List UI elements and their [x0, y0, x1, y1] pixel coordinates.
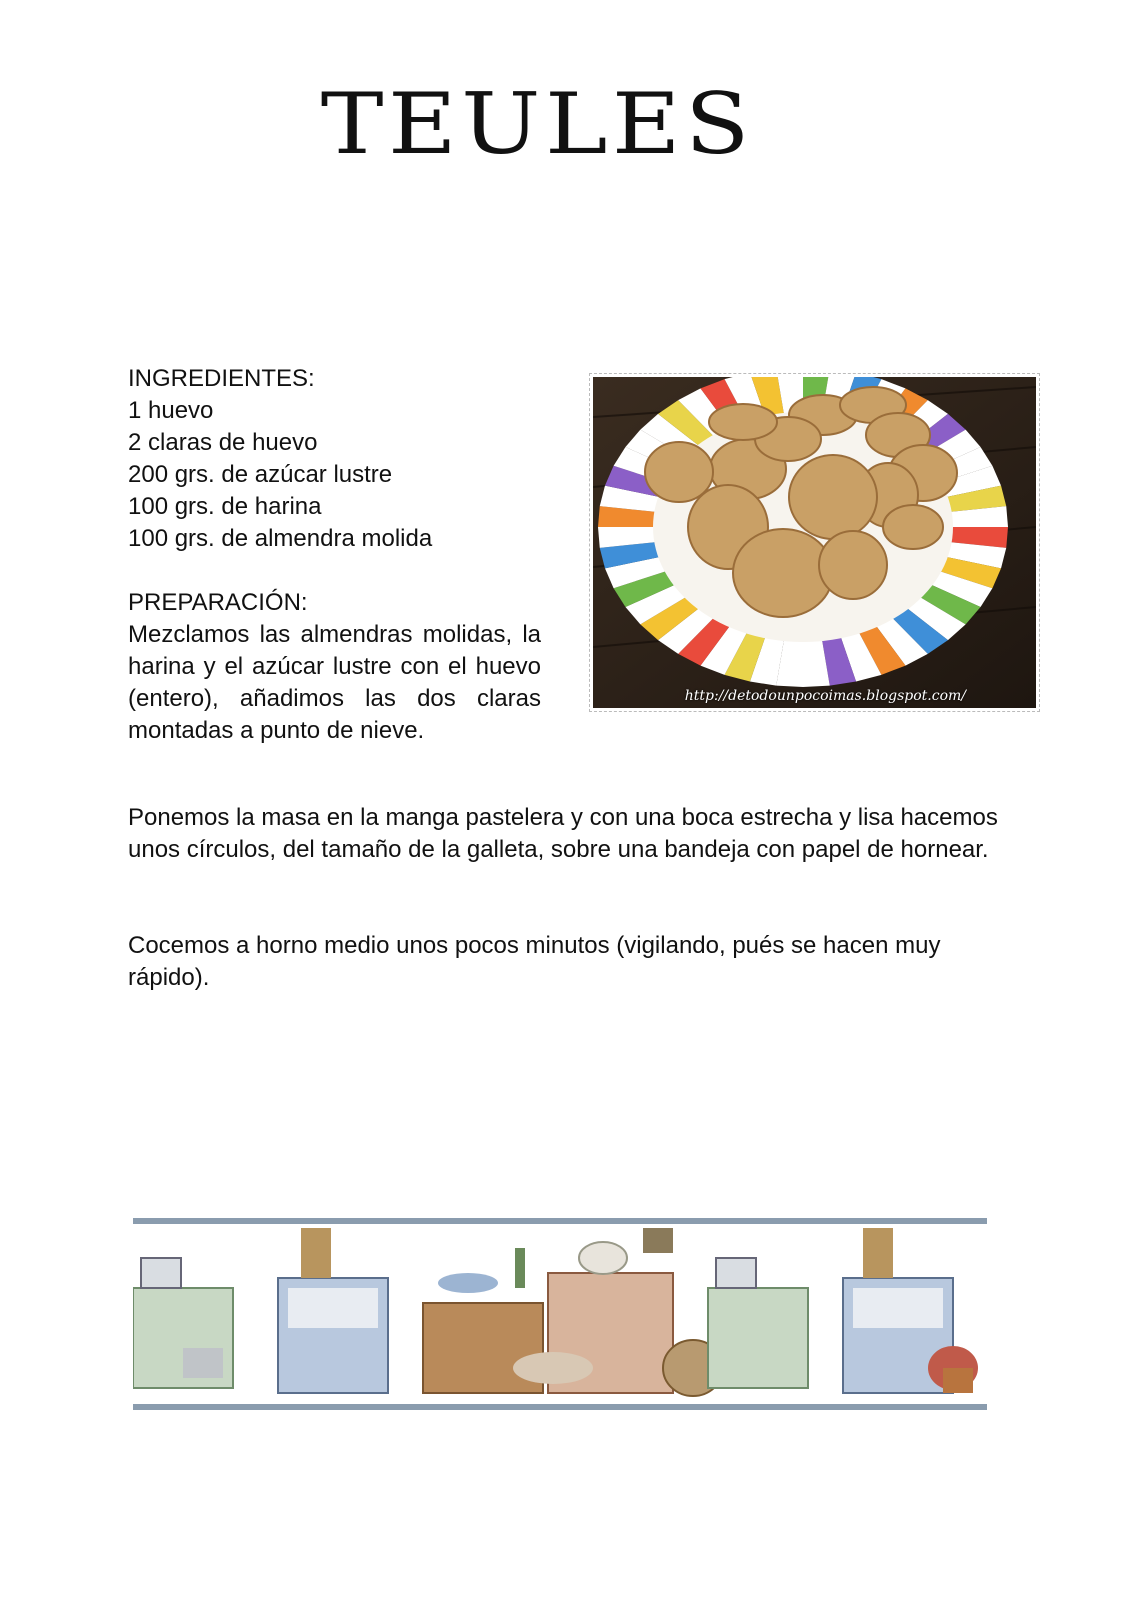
preparation-section	[128, 587, 541, 747]
photo-watermark: http://detodounpocoimas.blogspot.com/	[684, 688, 966, 704]
ingredients-section	[128, 363, 548, 555]
ingredients-heading: INGREDIENTES:	[128, 365, 315, 392]
preparation-paragraph: Mezclamos las almendras molidas, la harina y el azúcar lustre con el huevo (entero), añadimos las dos claras montadas a punto de nieve.	[128, 621, 541, 744]
ingredient-item: 200 grs. de azúcar lustre	[128, 461, 393, 488]
cookies-plate-illustration	[593, 377, 1036, 708]
preparation-heading: PREPARACIÓN:	[128, 589, 308, 616]
cookies-photo	[590, 374, 1039, 711]
kitchen-scene-icon	[133, 1218, 987, 1410]
ingredient-item: 2 claras de huevo	[128, 429, 318, 456]
preparation-paragraph: Ponemos la masa en la manga pastelera y con una boca estrecha y lisa hacemos unos círculos, del tamaño de la galleta, sobre una bandeja con papel de hornear.	[128, 804, 998, 863]
ingredient-item: 100 grs. de almendra molida	[128, 525, 433, 552]
kitchen-border-illustration	[133, 1218, 987, 1410]
ingredient-item: 1 huevo	[128, 397, 214, 424]
recipe-title: TEULES	[320, 75, 755, 173]
ingredient-item: 100 grs. de harina	[128, 493, 322, 520]
preparation-paragraph: Cocemos a horno medio unos pocos minutos (vigilando, pués se hacen muy rápido).	[128, 932, 941, 991]
